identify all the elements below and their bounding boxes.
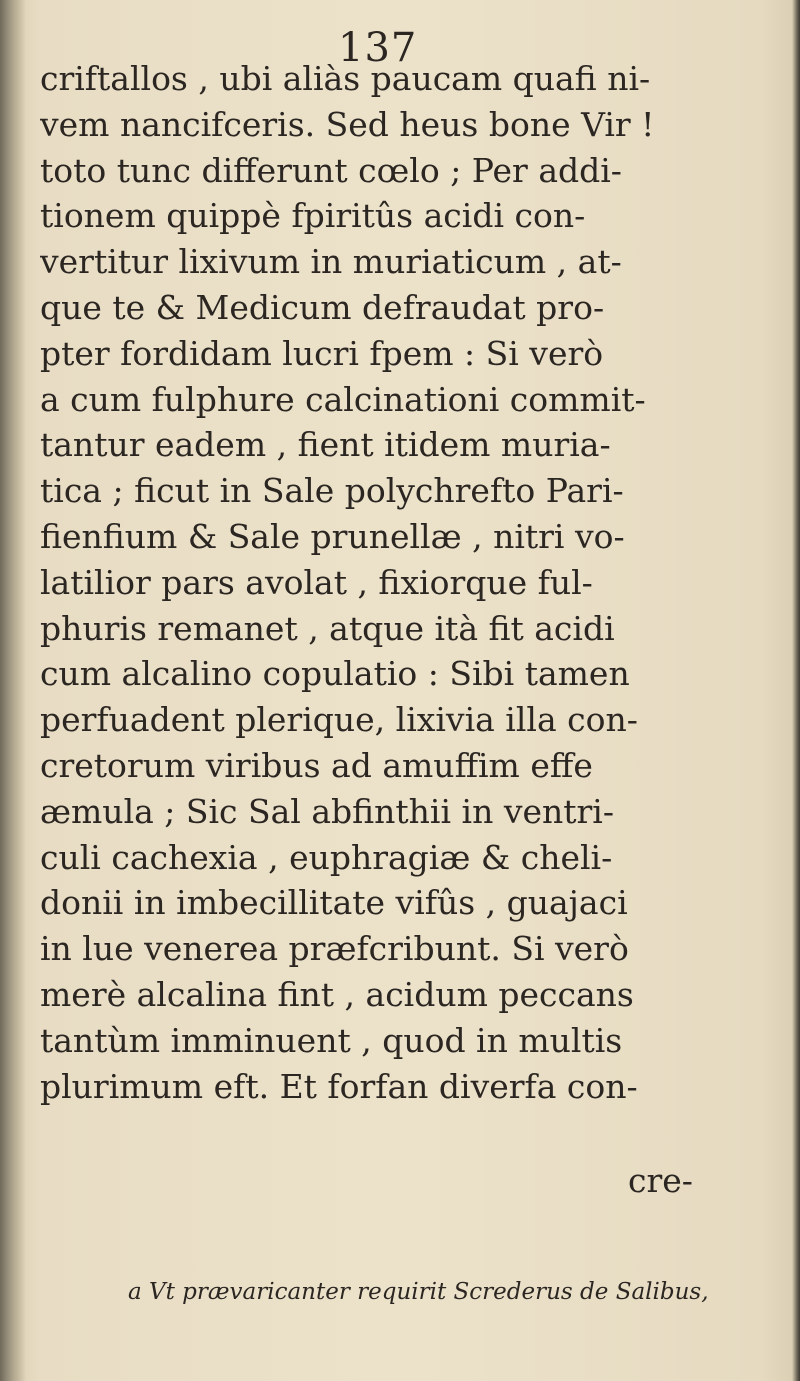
text-line: que te & Medicum defraudat pro- <box>40 287 605 327</box>
text-line: æmula ; Sic Sal abfinthii in ventri- <box>40 791 614 831</box>
catchword: cre- <box>628 1161 693 1200</box>
text-line: tantùm imminuent , quod in multis <box>40 1020 623 1060</box>
text-line: toto tunc differunt cœlo ; Per addi- <box>40 150 622 190</box>
text-line: donii in imbecillitate vifûs , guajaci <box>40 883 628 923</box>
page-number: 137 <box>338 25 418 71</box>
text-line: pter fordidam lucri fpem : Si verò <box>40 333 604 373</box>
text-line: plurimum eft. Et forfan diverfa con- <box>40 1066 638 1106</box>
text-line: culi cachexia , euphragiæ & cheli- <box>40 837 613 877</box>
binding-gutter <box>0 0 26 1381</box>
text-line: fienfium & Sale prunellæ , nitri vo- <box>40 516 625 556</box>
footnote: a Vt prævaricanter requirit Screderus de Salibus, <box>128 1279 709 1305</box>
text-line: cretorum viribus ad amuffim effe <box>40 745 593 785</box>
text-line: latilior pars avolat , fixiorque ful- <box>40 562 593 602</box>
text-line: merè alcalina fint , acidum peccans <box>40 974 634 1014</box>
text-line: tionem quippè fpiritûs acidi con- <box>40 196 586 236</box>
body-text <box>40 56 770 1109</box>
text-line: cum alcalino copulatio : Sibi tamen <box>40 654 630 694</box>
page-edge <box>792 0 800 1381</box>
text-line: perfuadent plerique, lixivia illa con- <box>40 700 638 740</box>
text-line: tantur eadem , fient itidem muria- <box>40 425 611 465</box>
text-line: vertitur lixivum in muriaticum , at- <box>40 242 622 282</box>
text-line: phuris remanet , atque ità fit acidi <box>40 608 615 648</box>
text-line: a cum fulphure calcinationi commit- <box>40 379 646 419</box>
text-line: criftallos , ubi aliàs paucam quafi ni- <box>40 59 651 98</box>
text-line: in lue venerea præfcribunt. Si verò <box>40 929 629 969</box>
text-line: tica ; ficut in Sale polychrefto Pari- <box>40 471 624 511</box>
text-line: vem nancifceris. Sed heus bone Vir ! <box>40 104 655 144</box>
